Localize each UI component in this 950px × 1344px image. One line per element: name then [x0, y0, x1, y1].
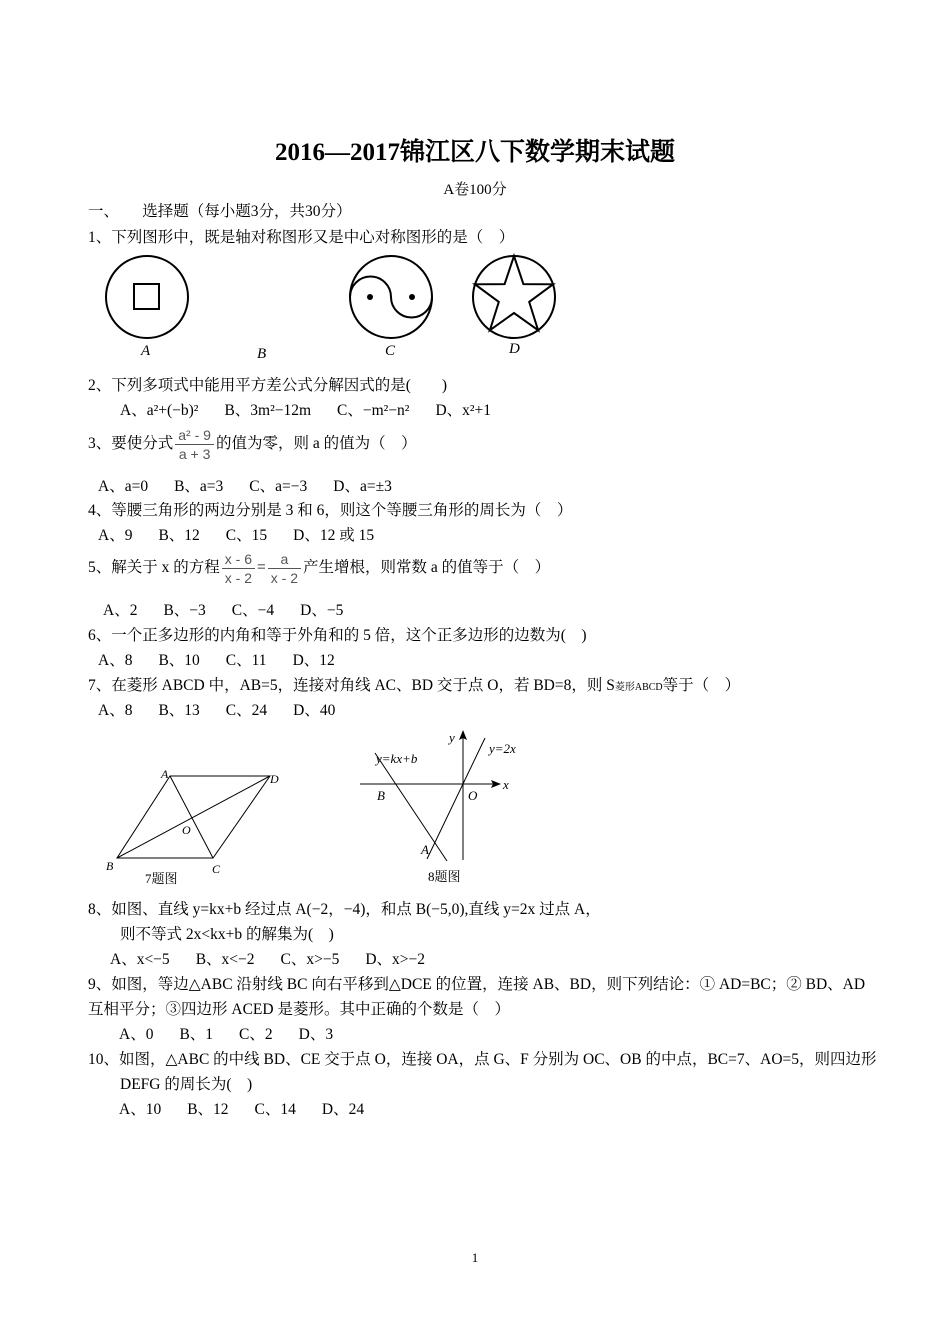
question-10-options	[119, 1100, 390, 1120]
q5-fraction-right	[268, 550, 301, 587]
question-4-stem: 4、等腰三角形的两边分别是 3 和 6，则这个等腰三角形的周长为（ ）	[88, 502, 573, 519]
question-3-options	[98, 477, 418, 497]
option-b: B、x<−2	[195, 951, 255, 968]
page-subtitle: A卷100分	[443, 182, 507, 198]
fraction-numerator: a	[268, 550, 301, 569]
question-1-stem: 1、下列图形中，既是轴对称图形又是中心对称图形的是（ ）	[88, 229, 515, 246]
q7-text: 7、在菱形 ABCD 中，AB=5，连接对角线 AC、BD 交于点 O，若 BD=8，则 S	[88, 677, 615, 694]
question-8-line-1: 8、如图、直线 y=kx+b 经过点 A(−2，−4)，和点 B(−5,0),直线 y=2x 过点 A，	[88, 901, 601, 918]
section-heading: 一、 选择题（每小题3分，共30分）	[88, 203, 352, 220]
option-a: A、x<−5	[110, 951, 170, 968]
question-2-stem: 2、下列多项式中能用平方差公式分解因式的是( )	[88, 377, 448, 394]
q5-prefix: 5、解关于 x 的方程	[88, 559, 220, 577]
point-label-a: A	[421, 842, 429, 857]
fraction-denominator: x - 2	[270, 570, 298, 586]
option-b: B、13	[158, 702, 200, 719]
option-d: D、−5	[300, 602, 344, 619]
option-b: B、12	[158, 527, 200, 544]
line-y2x-label: y=2x	[489, 741, 516, 756]
option-b: B、−3	[163, 602, 206, 619]
option-b: B、3m²−12m	[224, 402, 312, 419]
figure-label-d: D	[509, 341, 520, 357]
option-a: A、2	[103, 602, 138, 619]
question-10-line-2: DEFG 的周长为( )	[120, 1076, 253, 1093]
star-figure-d	[473, 256, 555, 338]
option-c: C、2	[239, 1026, 273, 1043]
page-number: 1	[471, 1250, 479, 1265]
x-axis-label: x	[503, 777, 509, 792]
fraction-numerator: a² - 9	[175, 426, 214, 445]
option-a: A、8	[98, 702, 133, 719]
question-5-stem	[88, 550, 550, 587]
option-b: B、10	[158, 652, 200, 669]
point-label-b: B	[377, 788, 385, 803]
option-c: C、14	[254, 1101, 296, 1118]
figure-label-c: C	[385, 343, 396, 359]
option-d: D、12	[292, 652, 335, 669]
option-d: D、a=±3	[333, 478, 392, 495]
point-label-o: O	[468, 788, 478, 803]
yinyang-figure-c	[350, 256, 432, 338]
question-7-options	[98, 701, 361, 721]
q1-figures	[95, 248, 575, 348]
option-b: B、a=3	[174, 478, 224, 495]
point-label-o: O	[182, 823, 191, 837]
point-label-a: A	[161, 767, 169, 781]
option-d: D、40	[293, 702, 336, 719]
question-9-options	[119, 1025, 359, 1045]
q5-fraction-left	[222, 550, 255, 587]
point-label-b: B	[106, 859, 114, 873]
option-c: C、15	[225, 527, 268, 544]
question-2-options	[120, 401, 517, 421]
fraction-numerator: x - 6	[222, 550, 255, 569]
question-8-line-2: 则不等式 2x<kx+b 的解集为( )	[120, 926, 334, 943]
figure-8-caption: 8题图	[428, 869, 461, 884]
point-label-d: D	[270, 772, 279, 786]
question-9-line-2: 互相平分；③四边形 ACED 是菱形。其中正确的个数是（ ）	[88, 1001, 510, 1018]
point-label-c: C	[212, 862, 221, 876]
option-a: A、a²+(−b)²	[120, 402, 199, 419]
question-6-stem: 6、一个正多边形的内角和等于外角和的 5 倍，这个正多边形的边数为( )	[88, 627, 587, 644]
q5-suffix: 产生增根，则常数 a 的值等于（ ）	[302, 559, 551, 577]
option-c: C、−4	[231, 602, 275, 619]
figure-label-b: B	[257, 346, 267, 362]
page-title: 2016—2017锦江区八下数学期末试题	[274, 139, 675, 166]
option-a: A、10	[119, 1101, 162, 1118]
option-c: C、24	[225, 702, 268, 719]
line-kxb-label: y=kx+b	[376, 751, 418, 766]
question-3-stem	[88, 426, 417, 463]
fraction-denominator: x - 2	[224, 570, 252, 586]
q3-suffix: 的值为零，则 a 的值为（ ）	[215, 435, 417, 453]
option-b: B、1	[179, 1026, 214, 1043]
question-8-options	[110, 950, 451, 970]
q3-fraction	[175, 426, 214, 463]
option-d: D、3	[298, 1026, 334, 1043]
q7-tail: 等于（ ）	[662, 677, 741, 694]
question-6-options	[98, 651, 361, 671]
option-a: A、8	[98, 652, 133, 669]
option-d: D、x²+1	[435, 402, 492, 419]
figure-label-a: A	[141, 343, 151, 359]
coin-figure-a	[106, 256, 188, 338]
option-d: D、12 或 15	[293, 527, 375, 544]
fraction-denominator: a + 3	[178, 446, 211, 462]
option-c: C、−m²−n²	[337, 402, 410, 419]
option-d: D、24	[321, 1101, 365, 1118]
option-a: A、9	[98, 527, 133, 544]
question-4-options	[98, 526, 400, 546]
figure-8	[355, 725, 545, 890]
figure-7-caption: 7题图	[145, 871, 178, 886]
option-d: D、x>−2	[365, 951, 426, 968]
option-c: C、x>−5	[280, 951, 340, 968]
question-9-line-1: 9、如图，等边△ABC 沿射线 BC 向右平移到△DCE 的位置，连接 AB、BD，则下列结论：① AD=BC；② BD、AD	[88, 976, 866, 993]
figure-7	[100, 762, 300, 892]
q3-prefix: 3、要使分式	[88, 435, 174, 453]
option-a: A、a=0	[98, 478, 149, 495]
question-7-stem	[88, 676, 740, 698]
option-c: C、11	[225, 652, 267, 669]
question-10-line-1: 10、如图，△ABC 的中线 BD、CE 交于点 O，连接 OA，点 G、F 分别为 OC、OB 的中点，BC=7、AO=5，则四边形	[88, 1051, 877, 1068]
option-c: C、a=−3	[249, 478, 308, 495]
y-axis-label: y	[449, 730, 455, 745]
q7-subscript: 菱形ABCD	[614, 682, 663, 693]
option-b: B、12	[187, 1101, 229, 1118]
question-5-options	[103, 601, 369, 621]
option-a: A、0	[119, 1026, 154, 1043]
equals-sign: =	[257, 559, 266, 577]
